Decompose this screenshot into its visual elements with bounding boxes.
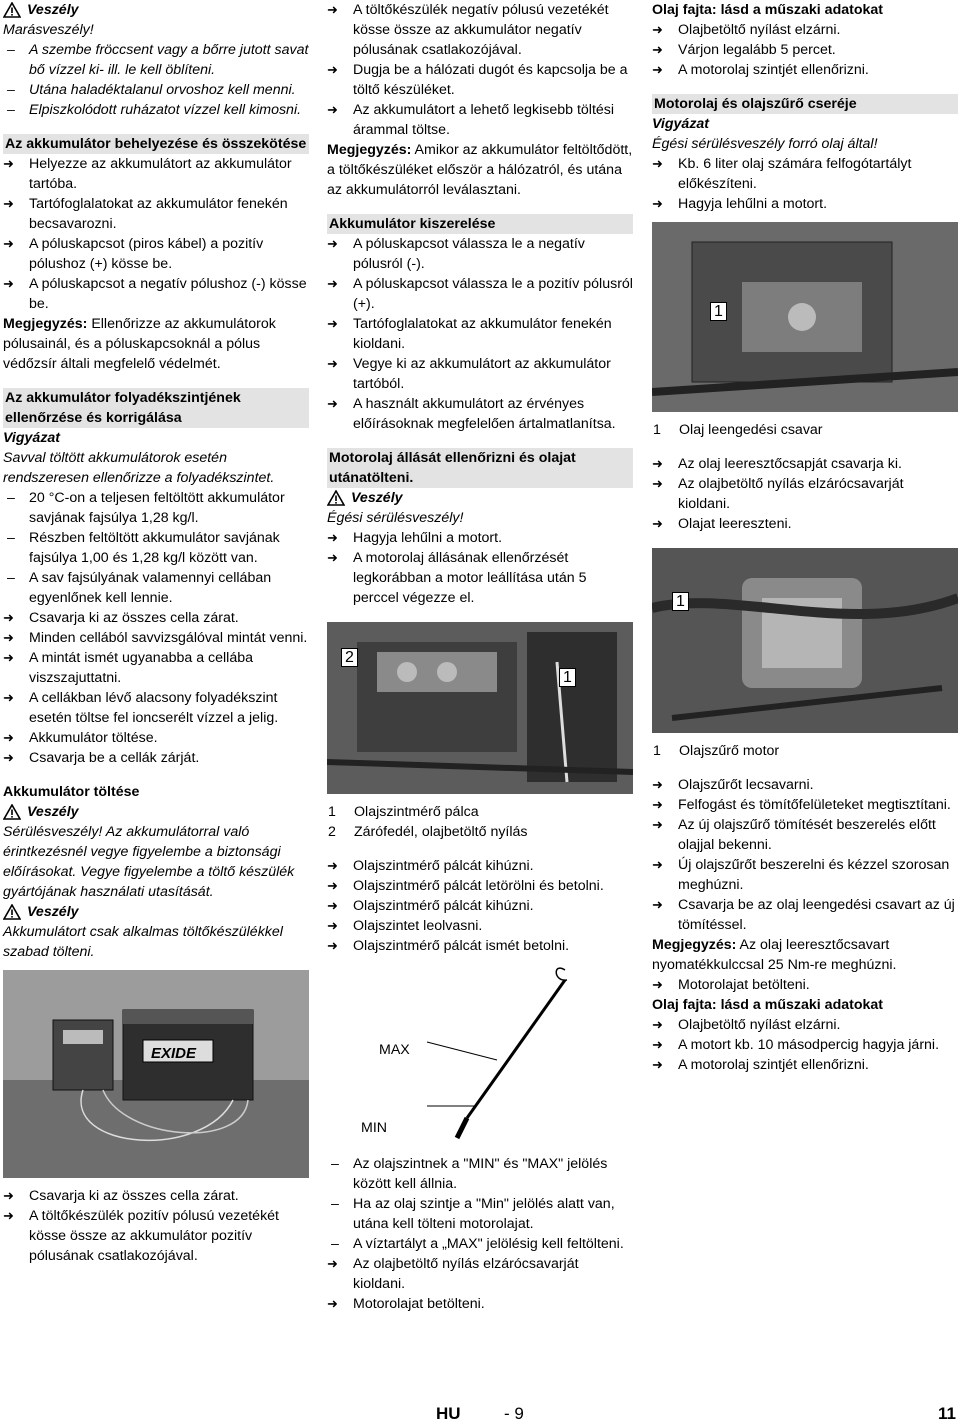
warning-triangle-icon xyxy=(3,904,21,920)
note: Megjegyzés: Amikor az akkumulátor feltöltődött, a töltőkészüléket először a hálózatról, és utána az akkumulátorról leválasztani. xyxy=(327,142,633,198)
note: Megjegyzés: Ellenőrizze az akkumulátorok pólusainál, és a póluskapcsoknál a pólus védőzsír általi megfelelő védelmét. xyxy=(3,316,276,372)
section-heading: Akkumulátor kiszerelése xyxy=(327,214,633,234)
arrow-right-icon: ➜ xyxy=(327,276,338,291)
step-item: ➜ Vegye ki az akkumulátort az akkumulátor tartóból. xyxy=(327,356,611,392)
section-heading: Az akkumulátor folyadékszintjének ellenőrzése és korrigálása xyxy=(3,388,309,428)
arrow-right-icon: ➜ xyxy=(327,858,338,873)
arrow-right-icon: ➜ xyxy=(327,62,338,77)
arrow-right-icon: ➜ xyxy=(3,236,14,251)
oil-drain-photo xyxy=(652,222,958,412)
step-item: ➜ Olajszintmérő pálcát kihúzni. xyxy=(327,858,534,874)
arrow-right-icon: ➜ xyxy=(327,2,338,17)
photo-callout-2: 2 xyxy=(341,648,358,667)
note: Megjegyzés: Az olaj leeresztőcsavart nyomatékkulccsal 25 Nm-re meghúzni. xyxy=(652,937,897,973)
dipstick-illustration xyxy=(327,956,633,1146)
warning-text: Sérülésveszély! Az akkumulátorral való érintkezésnél vegye figyelembe a biztonsági előírásokat. Vegye figyelembe a töltő készülék gyártójának használati utasítását. xyxy=(3,824,295,900)
warning-text: Akkumulátort csak alkalmas töltőkészülékkel szabad tölteni. xyxy=(3,924,283,960)
arrow-right-icon: ➜ xyxy=(652,777,663,792)
warning-block: Veszély xyxy=(327,488,633,508)
step-item: ➜ Olajszintmérő pálcát letörölni és betolni. xyxy=(327,878,604,894)
arrow-right-icon: ➜ xyxy=(327,1256,338,1271)
arrow-right-icon: ➜ xyxy=(3,650,14,665)
step-item: ➜ Új olajszűrőt beszerelni és kézzel szorosan meghúzni. xyxy=(652,857,950,893)
step-item: ➜ Motorolajat betölteni. xyxy=(652,977,810,993)
oil-type-heading: Olaj fajta: lásd a műszaki adatokat xyxy=(652,997,884,1013)
step-item: ➜ Csavarja be a cellák zárját. xyxy=(3,750,200,766)
column-middle xyxy=(327,0,633,1314)
step-item: ➜ Tartófoglalatokat az akkumulátor fenekén kioldani. xyxy=(327,316,612,352)
list-item: – Ha az olaj szintje a "Min" jelölés alatt van, utána kell tölteni motorolajat. xyxy=(331,1196,615,1232)
arrow-right-icon: ➜ xyxy=(3,1208,14,1223)
photo-callout-1: 1 xyxy=(559,668,576,687)
step-item: ➜ A póluskapcsot a negatív pólushoz (-) kösse be. xyxy=(3,276,307,312)
step-item: ➜ A töltőkészülék pozitív pólusú vezetékét kösse össze az akkumulátor pozitív pólusának csatlakozójával. xyxy=(3,1208,279,1264)
arrow-right-icon: ➜ xyxy=(327,530,338,545)
arrow-right-icon: ➜ xyxy=(327,878,338,893)
step-item: ➜ Felfogást és tömítőfelületeket megtisztítani. xyxy=(652,797,951,813)
caution-title: Vigyázat xyxy=(3,430,61,446)
step-item: ➜ Olajat leereszteni. xyxy=(652,516,792,532)
step-item: ➜ A mintát ismét ugyanabba a cellába viszszajuttatni. xyxy=(3,650,253,686)
dipstick-min-label: MIN xyxy=(361,1120,388,1136)
step-item: ➜ Tartófoglalatokat az akkumulátor fenekén becsavarozni. xyxy=(3,196,288,232)
step-item: ➜ Csavarja be az olaj leengedési csavart az új tömítéssel. xyxy=(652,897,955,933)
step-item: ➜ Az akkumulátort a lehető legkisebb töltési árammal töltse. xyxy=(327,102,615,138)
arrow-right-icon: ➜ xyxy=(3,1188,14,1203)
step-item: ➜ A töltőkészülék negatív pólusú vezetékét kösse össze az akkumulátor negatív pólusának csatlakozójával. xyxy=(327,2,609,58)
step-item: ➜ A póluskapcsot válassza le a negatív pólusról (-). xyxy=(327,236,585,272)
arrow-right-icon: ➜ xyxy=(3,750,14,765)
step-item: ➜ Olajszűrőt lecsavarni. xyxy=(652,777,814,793)
arrow-right-icon: ➜ xyxy=(652,1057,663,1072)
step-item: ➜ Az olajbetöltő nyílás elzárócsavarját kioldani. xyxy=(652,476,904,512)
list-item: – A szembe fröccsent vagy a bőrre jutott savat bő vízzel ki- ill. le kell öblíteni. xyxy=(7,42,309,78)
battery-charger-photo xyxy=(3,970,309,1178)
section-heading: Az akkumulátor behelyezése és összekötése xyxy=(3,134,309,154)
step-item: ➜ Az olajbetöltő nyílás elzárócsavarját kioldani. xyxy=(327,1256,579,1292)
arrow-right-icon: ➜ xyxy=(327,356,338,371)
arrow-right-icon: ➜ xyxy=(3,730,14,745)
step-item: ➜ Kb. 6 liter olaj számára felfogótartályt előkészíteni. xyxy=(652,156,912,192)
dipstick-max-label: MAX xyxy=(379,1042,410,1058)
arrow-right-icon: ➜ xyxy=(327,1296,338,1311)
warning-triangle-icon xyxy=(3,804,21,820)
warning-triangle-icon xyxy=(327,490,345,506)
step-item: ➜ A motorolaj szintjét ellenőrizni. xyxy=(652,62,869,78)
arrow-right-icon: ➜ xyxy=(652,456,663,471)
step-item: ➜ Motorolajat betölteni. xyxy=(327,1296,485,1312)
legend-item: 2 Zárófedél, olajbetöltő nyílás xyxy=(328,824,528,840)
step-item: ➜ Olajszintmérő pálcát kihúzni. xyxy=(327,898,534,914)
step-item: ➜ Csavarja ki az összes cella zárat. xyxy=(3,610,239,626)
arrow-right-icon: ➜ xyxy=(652,156,663,171)
column-right xyxy=(652,0,958,1075)
arrow-right-icon: ➜ xyxy=(327,316,338,331)
arrow-right-icon: ➜ xyxy=(327,550,338,565)
arrow-right-icon: ➜ xyxy=(3,196,14,211)
oil-type-heading: Olaj fajta: lásd a műszaki adatokat xyxy=(652,2,884,18)
step-item: ➜ Minden cellából savvizsgálóval mintát venni. xyxy=(3,630,308,646)
arrow-right-icon: ➜ xyxy=(327,102,338,117)
arrow-right-icon: ➜ xyxy=(3,276,14,291)
arrow-right-icon: ➜ xyxy=(652,1037,663,1052)
step-item: ➜ Helyezze az akkumulátort az akkumulátor tartóba. xyxy=(3,156,292,192)
column-left xyxy=(3,0,309,1266)
list-item: – Az olajszintnek a "MIN" és "MAX" jelölés között kell állnia. xyxy=(331,1156,608,1192)
section-heading: Akkumulátor töltése xyxy=(3,784,140,800)
warning-subtitle: Marásveszély! xyxy=(3,22,94,38)
list-item: – 20 °C-on a teljesen feltöltött akkumulátor savjának fajsúlya 1,28 kg/l. xyxy=(7,490,285,526)
arrow-right-icon: ➜ xyxy=(652,22,663,37)
arrow-right-icon: ➜ xyxy=(327,236,338,251)
arrow-right-icon: ➜ xyxy=(652,42,663,57)
arrow-right-icon: ➜ xyxy=(327,898,338,913)
step-item: ➜ Olajbetöltő nyílást elzárni. xyxy=(652,22,841,38)
arrow-right-icon: ➜ xyxy=(652,817,663,832)
step-item: ➜ Az olaj leeresztőcsapját csavarja ki. xyxy=(652,456,902,472)
step-item: ➜ Az új olajszűrő tömítését beszerelés előtt olajjal bekenni. xyxy=(652,817,936,853)
arrow-right-icon: ➜ xyxy=(652,62,663,77)
warning-block: Veszély xyxy=(3,902,309,922)
arrow-right-icon: ➜ xyxy=(652,196,663,211)
step-item: ➜ Akkumulátor töltése. xyxy=(3,730,158,746)
step-item: ➜ A motorolaj állásának ellenőrzését legkorábban a motor leállítása után 5 perccel végezze el. xyxy=(327,550,587,606)
step-item: ➜ Dugja be a hálózati dugót és kapcsolja be a töltő készüléket. xyxy=(327,62,628,98)
step-item: ➜ A motort kb. 10 másodpercig hagyja járni. xyxy=(652,1037,940,1053)
arrow-right-icon: ➜ xyxy=(3,610,14,625)
step-item: ➜ A használt akkumulátort az érvényes előírásoknak megfelelően ártalmatlanítsa. xyxy=(327,396,616,432)
step-item: ➜ Hagyja lehűlni a motort. xyxy=(327,530,503,546)
caution-text: Savval töltött akkumulátorok esetén rendszeresen ellenőrizze a folyadékszintet. xyxy=(3,450,275,486)
photo-brand-label: EXIDE xyxy=(151,1045,197,1062)
footer-page-ref: - 9 xyxy=(504,1404,524,1423)
arrow-right-icon: ➜ xyxy=(3,690,14,705)
arrow-right-icon: ➜ xyxy=(652,897,663,912)
arrow-right-icon: ➜ xyxy=(652,797,663,812)
warning-text: Égési sérülésveszély! xyxy=(327,510,464,526)
arrow-right-icon: ➜ xyxy=(327,918,338,933)
arrow-right-icon: ➜ xyxy=(327,396,338,411)
oil-filter-photo xyxy=(652,548,958,733)
step-item: ➜ Olajszintmérő pálcát ismét betolni. xyxy=(327,938,570,954)
step-item: ➜ A póluskapcsot (piros kábel) a pozitív pólushoz (+) kösse be. xyxy=(3,236,264,272)
step-item: ➜ Hagyja lehűlni a motort. xyxy=(652,196,828,212)
step-item: ➜ Olajszintet leolvasni. xyxy=(327,918,483,934)
legend-item: 1 Olajszintmérő pálca xyxy=(328,804,479,820)
list-item: – Utána haladéktalanul orvoshoz kell menni. xyxy=(7,82,296,98)
step-item: ➜ A cellákban lévő alacsony folyadékszint esetén töltse fel ioncserélt vízzel a jelig. xyxy=(3,690,279,726)
arrow-right-icon: ➜ xyxy=(652,476,663,491)
list-item: – Részben feltöltött akkumulátor savjának fajsúlya 1,00 és 1,28 kg/l között van. xyxy=(7,530,280,566)
warning-block xyxy=(3,0,309,20)
step-item: ➜ A motorolaj szintjét ellenőrizni. xyxy=(652,1057,869,1073)
legend-item: 1 Olajszűrő motor xyxy=(653,743,780,759)
legend-item: 1 Olaj leengedési csavar xyxy=(653,422,823,438)
arrow-right-icon: ➜ xyxy=(652,516,663,531)
photo-callout-1: 1 xyxy=(710,302,727,321)
arrow-right-icon: ➜ xyxy=(327,938,338,953)
step-item: ➜ Csavarja ki az összes cella zárat. xyxy=(3,1188,239,1204)
caution-text: Égési sérülésveszély forró olaj által! xyxy=(652,136,878,152)
list-item: – Elpiszkolódott ruházatot vízzel kell kimosni. xyxy=(7,102,302,118)
section-heading: Motorolaj és olajszűrő cseréje xyxy=(652,94,958,114)
footer-lang: HU xyxy=(436,1404,461,1423)
step-item: ➜ Várjon legalább 5 percet. xyxy=(652,42,836,58)
arrow-right-icon: ➜ xyxy=(3,630,14,645)
step-item: ➜ Olajbetöltő nyílást elzárni. xyxy=(652,1017,841,1033)
photo-callout-1: 1 xyxy=(672,592,689,611)
arrow-right-icon: ➜ xyxy=(652,857,663,872)
engine-dipstick-photo xyxy=(327,622,633,794)
warning-triangle-icon xyxy=(3,2,21,18)
arrow-right-icon: ➜ xyxy=(652,977,663,992)
list-item: – A víztartályt a „MAX" jelölésig kell feltölteni. xyxy=(331,1236,624,1252)
caution-title: Vigyázat xyxy=(652,116,710,132)
list-item: – A sav fajsúlyának valamennyi cellában egyenlőnek kell lennie. xyxy=(7,570,272,606)
warning-title: Veszély xyxy=(27,2,79,18)
section-heading: Motorolaj állását ellenőrizni és olajat utánatölteni. xyxy=(327,448,633,488)
step-item: ➜ A póluskapcsot válassza le a pozitív pólusról (+). xyxy=(327,276,633,312)
footer-page-number: 11 xyxy=(938,1404,956,1423)
arrow-right-icon: ➜ xyxy=(3,156,14,171)
warning-block: Veszély xyxy=(3,802,309,822)
arrow-right-icon: ➜ xyxy=(652,1017,663,1032)
